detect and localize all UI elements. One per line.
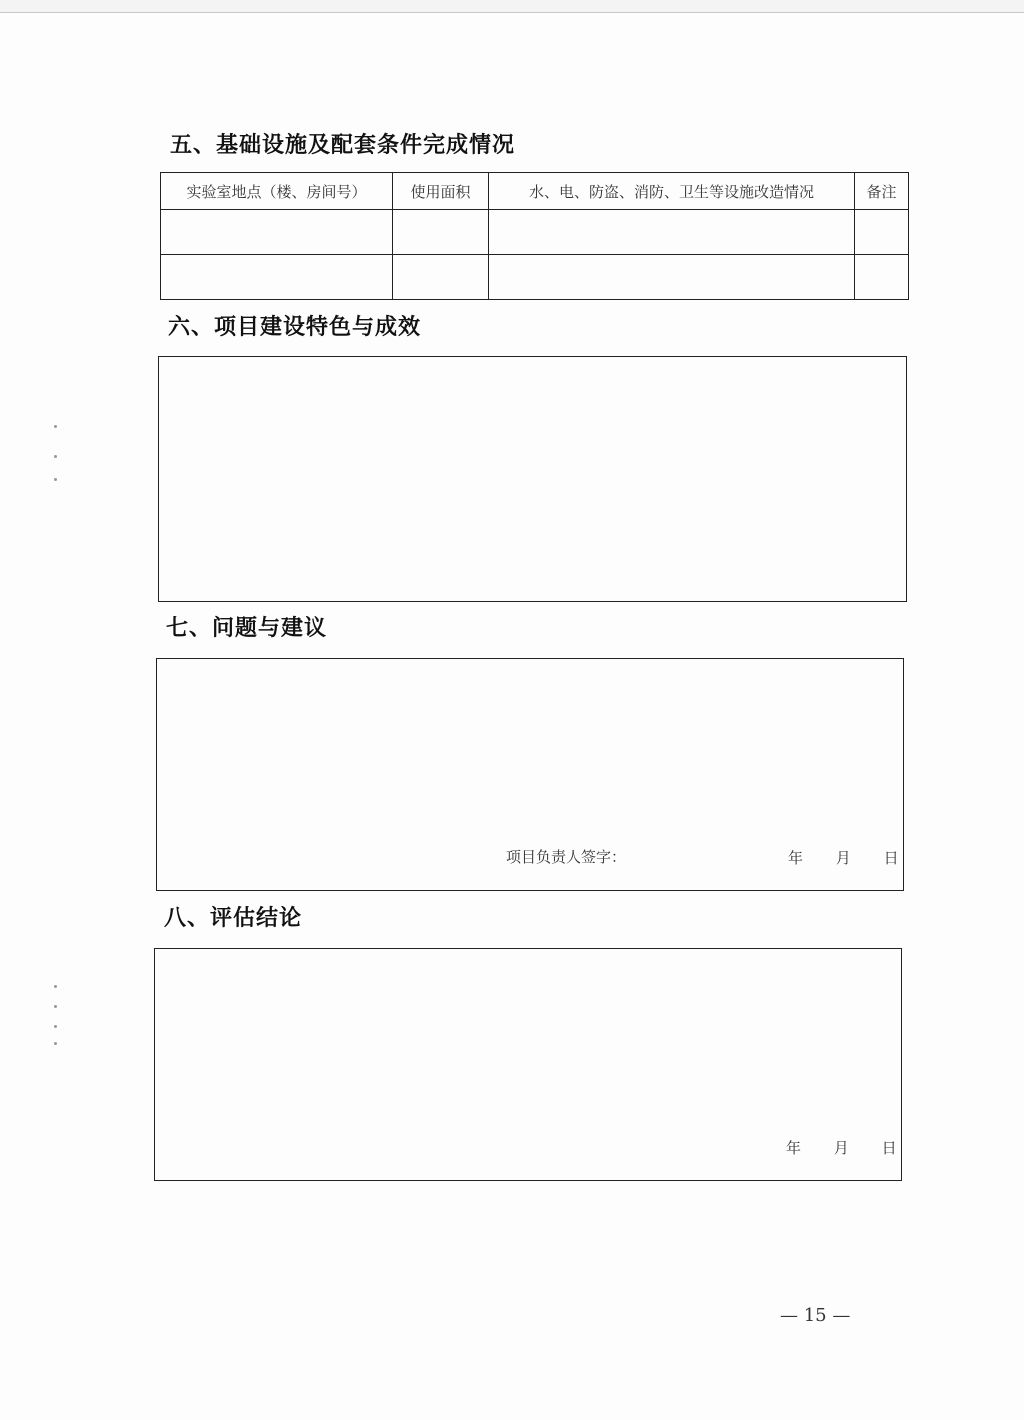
- table-cell[interactable]: [489, 210, 855, 255]
- binding-mark: [54, 985, 57, 988]
- date-month: 月: [835, 849, 851, 867]
- table-header-row: [161, 173, 909, 210]
- binding-mark: [54, 455, 57, 458]
- date-year: 年: [786, 1139, 802, 1157]
- section-5-title: 五、基础设施及配套条件完成情况: [170, 133, 516, 158]
- binding-mark: [54, 1005, 57, 1008]
- binding-mark: [54, 1042, 57, 1045]
- header-lab-location: 实验室地点（楼、房间号）: [161, 173, 393, 210]
- features-results-box[interactable]: [158, 356, 907, 602]
- date-day: 日: [883, 849, 899, 867]
- table-cell[interactable]: [161, 210, 393, 255]
- facilities-table: [160, 172, 909, 300]
- header-remarks: 备注: [855, 173, 909, 210]
- table-cell[interactable]: [393, 210, 489, 255]
- date-month: 月: [833, 1139, 849, 1157]
- page-number: — 15 —: [780, 1305, 851, 1326]
- date-day: 日: [881, 1139, 897, 1157]
- table-row: [161, 255, 909, 300]
- table-cell[interactable]: [855, 210, 909, 255]
- binding-mark: [54, 1025, 57, 1028]
- section-8-title: 八、评估结论: [164, 906, 303, 931]
- table-cell[interactable]: [161, 255, 393, 300]
- scan-edge: [0, 0, 1024, 13]
- date-year: 年: [788, 849, 804, 867]
- conclusion-date: [786, 1137, 897, 1158]
- section-6-title: 六、项目建设特色与成效: [168, 315, 422, 340]
- signature-date: [788, 847, 899, 868]
- table-cell[interactable]: [489, 255, 855, 300]
- binding-mark: [54, 478, 57, 481]
- section-7-title: 七、问题与建议: [166, 616, 328, 641]
- header-area: 使用面积: [393, 173, 489, 210]
- header-facility-renovation: 水、电、防盗、消防、卫生等设施改造情况: [489, 173, 855, 210]
- binding-mark: [54, 425, 57, 428]
- table-cell[interactable]: [855, 255, 909, 300]
- table-row: [161, 210, 909, 255]
- project-leader-signature-label: 项目负责人签字：: [506, 848, 627, 866]
- table-cell[interactable]: [393, 255, 489, 300]
